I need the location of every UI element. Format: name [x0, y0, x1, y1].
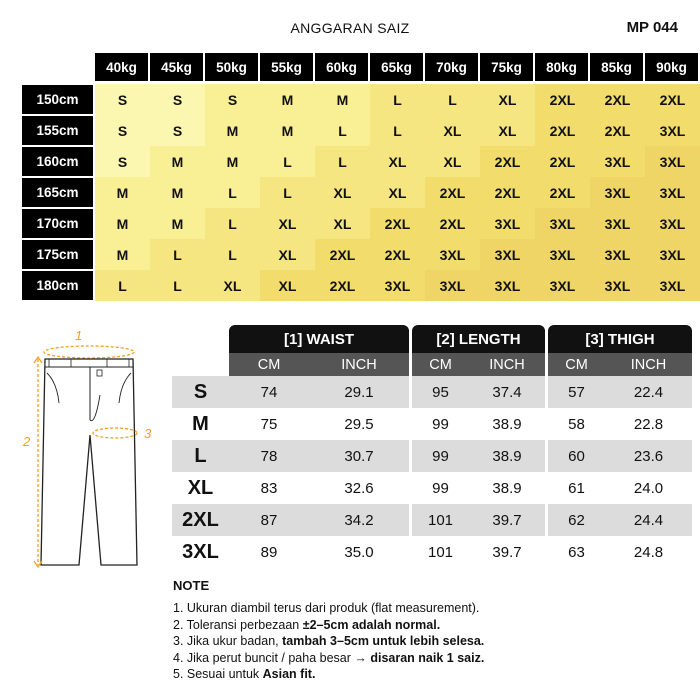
- size-cell: 3XL: [425, 239, 480, 270]
- size-cell: L: [150, 270, 205, 301]
- unit-header: CM: [229, 353, 309, 376]
- size-cell: L: [315, 115, 370, 146]
- size-cell: 2XL: [590, 115, 645, 146]
- measurement-value: 99: [432, 447, 449, 465]
- measurement-value: 99: [432, 415, 449, 433]
- size-cell: 3XL: [480, 270, 535, 301]
- note-item: 5. Sesuai untuk Asian fit.: [173, 667, 316, 681]
- size-cell: 3XL: [535, 208, 590, 239]
- measurement-value: 38.9: [492, 447, 522, 465]
- size-cell: 2XL: [645, 84, 700, 115]
- product-code: MP 044: [626, 19, 678, 36]
- measurement-value: 37.4: [492, 383, 522, 401]
- height-header: 170cm: [22, 209, 93, 238]
- measurement-value: 74: [260, 383, 278, 401]
- note-item: 2. Toleransi perbezaan ±2–5cm adalah normal.: [173, 617, 441, 632]
- size-label: 3XL: [182, 540, 219, 563]
- chart-title: ANGGARAN SAIZ: [290, 20, 410, 36]
- measurement-value: 87: [260, 511, 278, 529]
- unit-header-row: [172, 353, 692, 376]
- size-cell: 2XL: [370, 208, 425, 239]
- measurement-value: 22.4: [633, 383, 664, 401]
- size-cell: 3XL: [645, 270, 700, 301]
- size-cell: L: [425, 84, 480, 115]
- size-cell: 3XL: [480, 239, 535, 270]
- size-cell: M: [315, 84, 370, 115]
- size-cell: S: [95, 146, 150, 177]
- weight-header: 60kg: [315, 53, 368, 81]
- unit-header: INCH: [605, 353, 692, 376]
- unit-header: INCH: [469, 353, 545, 376]
- measurement-value: 23.6: [633, 447, 664, 465]
- measurement-value: 29.5: [344, 415, 374, 433]
- note-title: NOTE: [173, 578, 210, 593]
- measurement-value: 60: [568, 447, 585, 465]
- size-cell: M: [150, 146, 205, 177]
- weight-header: 45kg: [150, 53, 203, 81]
- size-cell: 2XL: [535, 146, 590, 177]
- height-header: 150cm: [22, 85, 93, 114]
- height-header: 175cm: [22, 240, 93, 269]
- size-cell: 3XL: [590, 239, 645, 270]
- measurement-value: 34.2: [344, 511, 374, 529]
- size-cell: M: [95, 177, 150, 208]
- size-cell: L: [315, 146, 370, 177]
- measurement-value: 24.4: [633, 511, 664, 529]
- grid-row: [22, 115, 700, 146]
- pants-diagram: [15, 325, 165, 580]
- size-cell: 3XL: [370, 270, 425, 301]
- measurement-value: 39.7: [492, 543, 522, 561]
- size-cell: M: [205, 146, 260, 177]
- group-header-row: [172, 325, 692, 353]
- size-cell: S: [205, 84, 260, 115]
- size-cell: 3XL: [645, 239, 700, 270]
- measurement-value: 32.6: [344, 479, 374, 497]
- size-cell: L: [260, 146, 315, 177]
- measurement-value: 101: [427, 543, 454, 561]
- measurement-value: 101: [427, 511, 454, 529]
- note-item: 3. Jika ukur badan, tambah 3–5cm untuk lebih selesa.: [173, 634, 485, 648]
- measurement-row: [172, 440, 692, 472]
- height-header: 160cm: [22, 147, 93, 176]
- measurement-row: [172, 472, 692, 504]
- size-cell: 3XL: [590, 177, 645, 208]
- grid-row: [22, 270, 700, 301]
- size-grid: [22, 53, 700, 301]
- measurement-value: 95: [432, 383, 449, 401]
- measurement-value: 61: [568, 479, 585, 497]
- measurement-value: 30.7: [344, 447, 374, 465]
- measurement-table: [172, 325, 692, 568]
- size-label: M: [192, 412, 209, 435]
- size-cell: S: [150, 115, 205, 146]
- grid-row: [22, 84, 700, 115]
- size-cell: 3XL: [590, 208, 645, 239]
- size-cell: S: [95, 84, 150, 115]
- size-cell: 3XL: [645, 208, 700, 239]
- weight-header: 85kg: [590, 53, 643, 81]
- size-cell: 2XL: [480, 177, 535, 208]
- size-cell: M: [260, 115, 315, 146]
- size-cell: M: [150, 208, 205, 239]
- measurement-value: 75: [260, 415, 278, 433]
- weight-header: 40kg: [95, 53, 148, 81]
- size-cell: XL: [260, 270, 315, 301]
- unit-header: INCH: [309, 353, 409, 376]
- size-cell: 2XL: [535, 177, 590, 208]
- size-cell: 2XL: [535, 115, 590, 146]
- size-cell: L: [205, 177, 260, 208]
- measurement-value: 83: [260, 479, 278, 497]
- size-cell: XL: [370, 146, 425, 177]
- size-cell: 3XL: [425, 270, 480, 301]
- group-header-length: [2] LENGTH: [412, 325, 545, 353]
- size-cell: M: [95, 208, 150, 239]
- measurement-row: [172, 504, 692, 536]
- size-cell: XL: [205, 270, 260, 301]
- weight-header: 50kg: [205, 53, 258, 81]
- size-cell: 3XL: [590, 146, 645, 177]
- size-cell: 2XL: [425, 177, 480, 208]
- size-cell: 3XL: [590, 270, 645, 301]
- size-cell: 3XL: [480, 208, 535, 239]
- measurement-value: 24.8: [633, 543, 664, 561]
- size-cell: S: [95, 115, 150, 146]
- height-header: 165cm: [22, 178, 93, 207]
- size-cell: 2XL: [535, 84, 590, 115]
- measurement-row: [172, 408, 692, 440]
- measurement-value: 39.7: [492, 511, 522, 529]
- pants-outline: [41, 359, 137, 565]
- weight-header: 80kg: [535, 53, 588, 81]
- grid-row: [22, 177, 700, 208]
- size-cell: 2XL: [425, 208, 480, 239]
- group-header-waist: [1] WAIST: [229, 325, 409, 353]
- size-cell: L: [95, 270, 150, 301]
- size-cell: XL: [260, 239, 315, 270]
- measurement-value: 99: [432, 479, 449, 497]
- size-cell: XL: [480, 84, 535, 115]
- pants-illustration: [15, 325, 165, 575]
- label-waist-number: 1: [75, 328, 83, 343]
- measurement-row: [172, 376, 692, 408]
- weight-header: 90kg: [645, 53, 698, 81]
- size-cell: XL: [315, 208, 370, 239]
- size-cell: 3XL: [645, 146, 700, 177]
- measurement-value: 78: [260, 447, 278, 465]
- measurement-value: 63: [568, 543, 585, 561]
- size-cell: XL: [425, 146, 480, 177]
- size-label: XL: [187, 476, 214, 499]
- size-cell: M: [150, 177, 205, 208]
- size-cell: L: [370, 84, 425, 115]
- size-cell: L: [150, 239, 205, 270]
- size-cell: M: [95, 239, 150, 270]
- size-cell: 2XL: [480, 146, 535, 177]
- size-cell: L: [260, 177, 315, 208]
- weight-header: 55kg: [260, 53, 313, 81]
- measurement-value: 24.0: [633, 479, 664, 497]
- size-cell: XL: [315, 177, 370, 208]
- measurement-value: 62: [568, 511, 585, 529]
- unit-header: CM: [412, 353, 469, 376]
- grid-row: [22, 146, 700, 177]
- note-item: 1. Ukuran diambil terus dari produk (flat measurement).: [173, 601, 480, 615]
- size-cell: XL: [425, 115, 480, 146]
- size-cell: 3XL: [645, 177, 700, 208]
- weight-header-row: [22, 53, 700, 84]
- measurement-value: 22.8: [633, 415, 664, 433]
- notes-list: [173, 600, 484, 683]
- size-label: S: [193, 380, 208, 403]
- height-header: 180cm: [22, 271, 93, 300]
- size-cell: L: [205, 208, 260, 239]
- weight-header: 70kg: [425, 53, 478, 81]
- note-item: 4. Jika perut buncit / paha besar → disaran naik 1 saiz.: [173, 650, 485, 665]
- grid-row: [22, 208, 700, 239]
- height-header: 155cm: [22, 116, 93, 145]
- measurement-row: [172, 536, 692, 568]
- size-cell: XL: [260, 208, 315, 239]
- unit-header: CM: [548, 353, 605, 376]
- measurement-value: 38.9: [492, 415, 522, 433]
- size-cell: 2XL: [315, 270, 370, 301]
- size-cell: L: [205, 239, 260, 270]
- size-label: L: [194, 444, 207, 467]
- measurement-body: [172, 376, 692, 568]
- measurement-value: 89: [260, 543, 278, 561]
- label-thigh-number: 3: [144, 426, 152, 441]
- weight-header: 75kg: [480, 53, 533, 81]
- size-cell: S: [150, 84, 205, 115]
- measurement-value: 29.1: [344, 383, 374, 401]
- label-length-number: 2: [23, 434, 31, 449]
- size-cell: XL: [370, 177, 425, 208]
- measurement-value: 35.0: [344, 543, 374, 561]
- size-cell: M: [260, 84, 315, 115]
- weight-header: 65kg: [370, 53, 423, 81]
- grid-row: [22, 239, 700, 270]
- size-cell: 3XL: [535, 270, 590, 301]
- size-cell: 3XL: [645, 115, 700, 146]
- size-cell: 2XL: [315, 239, 370, 270]
- waist-measure-line: [44, 346, 134, 358]
- size-cell: XL: [480, 115, 535, 146]
- measurement-value: 57: [568, 383, 585, 401]
- size-cell: M: [205, 115, 260, 146]
- size-cell: 2XL: [370, 239, 425, 270]
- size-cell: 2XL: [590, 84, 645, 115]
- measurement-value: 38.9: [492, 479, 522, 497]
- group-header-thigh: [3] THIGH: [548, 325, 692, 353]
- measurement-value: 58: [568, 415, 585, 433]
- grid-body: [22, 84, 700, 301]
- size-label: 2XL: [182, 508, 219, 531]
- size-cell: 3XL: [535, 239, 590, 270]
- size-cell: L: [370, 115, 425, 146]
- grid-corner: [22, 53, 95, 84]
